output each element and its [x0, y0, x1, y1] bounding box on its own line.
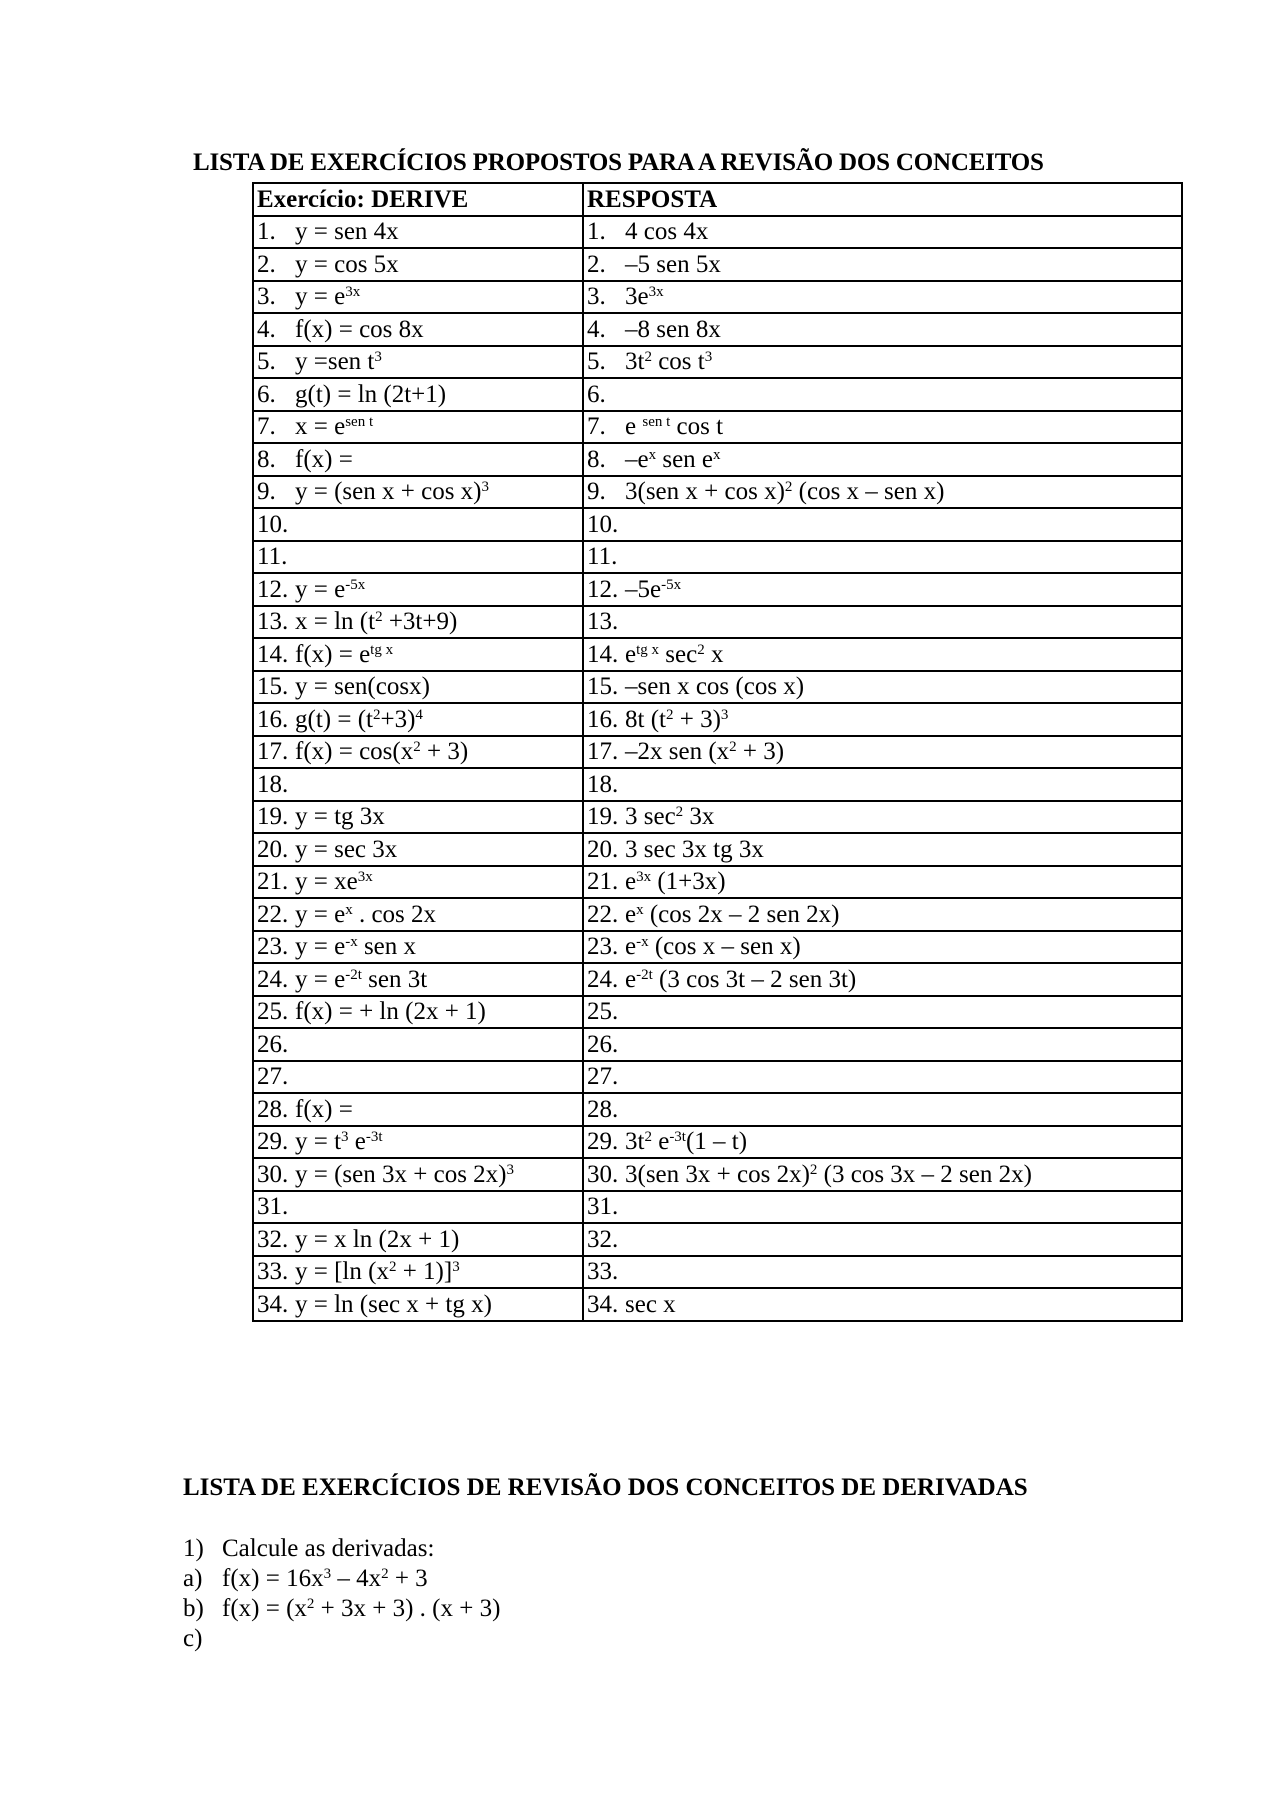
row-number: 10. [257, 510, 289, 538]
exercise-expression: $y = e^{-2t}$ sen 3t [295, 965, 428, 993]
exercise-cell [253, 248, 583, 281]
row-number: 2. [257, 250, 276, 278]
row-number: 25. [257, 998, 289, 1026]
row-number: 34. [257, 1290, 289, 1318]
question-line [183, 1595, 500, 1625]
row-number: 23. [257, 933, 289, 961]
question-marker: a) [183, 1565, 203, 1592]
answer-cell [583, 606, 1182, 639]
answer-expression: sec x [625, 1290, 676, 1318]
exercise-cell [253, 1061, 583, 1094]
question-text: $f(x) = (x^2 + 3x + 3)$ . (x + 3) [222, 1595, 501, 1622]
exercise-expression: f(x) = + ln (2x + 1) [295, 998, 486, 1026]
row-number: 11. [257, 543, 288, 571]
answer-cell [583, 833, 1182, 866]
exercise-cell [253, 768, 583, 801]
table-row [253, 573, 1182, 606]
exercise-cell [253, 963, 583, 996]
exercise-cell [253, 703, 583, 736]
exercise-cell [253, 1223, 583, 1256]
table-row [253, 1126, 1182, 1159]
answer-cell [583, 801, 1182, 834]
row-number: 33. [257, 1258, 289, 1286]
answer-expression: –8 sen 8x [625, 315, 721, 343]
table-row [253, 801, 1182, 834]
row-number: 5. [587, 348, 606, 376]
row-number: 6. [257, 380, 276, 408]
question-line [183, 1625, 500, 1655]
table-row [253, 476, 1182, 509]
table-row [253, 313, 1182, 346]
exercise-cell [253, 833, 583, 866]
answer-expression: –sen x cos (cos x) [625, 673, 805, 701]
exercise-expression: y = x ln (2x + 1) [295, 1225, 460, 1253]
row-number: 30. [257, 1160, 289, 1188]
row-number: 10. [587, 510, 619, 538]
answer-cell [583, 313, 1182, 346]
exercise-table [252, 182, 1183, 1322]
answer-expression: $-5e^{-5x}$ [625, 575, 682, 603]
row-number: 31. [587, 1193, 619, 1221]
answer-cell [583, 703, 1182, 736]
row-number: 3. [587, 283, 606, 311]
answer-cell [583, 1256, 1182, 1289]
row-number: 29. [257, 1128, 289, 1156]
exercise-cell [253, 573, 583, 606]
exercise-expression: $f(x) = e^{tg x}$ [295, 640, 394, 668]
row-number: 7. [587, 413, 606, 441]
exercise-expression: $f(x) = \cos(x^2 + 3)$ [295, 738, 469, 766]
table-row [253, 248, 1182, 281]
exercise-expression: $y = t^3$ $e^{-3t}$ [295, 1128, 383, 1156]
exercise-cell [253, 638, 583, 671]
row-number: 14. [587, 640, 619, 668]
row-number: 13. [257, 608, 289, 636]
exercise-cell [253, 1256, 583, 1289]
answer-expression: 3 sec 3x tg 3x [625, 835, 764, 863]
row-number: 7. [257, 413, 276, 441]
answer-expression: 3(sen x + cos x)$^2$ (cos x – sen x) [625, 478, 945, 506]
row-number: 12. [587, 575, 619, 603]
row-number: 13. [587, 608, 619, 636]
row-number: 25. [587, 998, 619, 1026]
answer-expression: $e^{-x}$ (cos x – sen x) [625, 933, 801, 961]
row-number: 1. [587, 218, 606, 246]
row-number: 18. [587, 770, 619, 798]
table-row [253, 378, 1182, 411]
exercise-cell [253, 216, 583, 249]
answer-cell [583, 1158, 1182, 1191]
row-number: 20. [257, 835, 289, 863]
row-number: 28. [587, 1095, 619, 1123]
row-number: 34. [587, 1290, 619, 1318]
table-row [253, 1061, 1182, 1094]
exercise-expression: g(t) = ln (2t+1) [295, 380, 447, 408]
table-row [253, 963, 1182, 996]
row-number: 12. [257, 575, 289, 603]
row-number: 23. [587, 933, 619, 961]
answer-cell [583, 508, 1182, 541]
table-row [253, 1028, 1182, 1061]
page-title: LISTA DE EXERCÍCIOS PROPOSTOS PARA A REVISÃO DOS CONCEITOS [193, 149, 1044, 176]
exercise-cell [253, 541, 583, 574]
question-line [183, 1565, 500, 1595]
row-number: 22. [257, 900, 289, 928]
table-row [253, 671, 1182, 704]
row-number: 18. [257, 770, 289, 798]
table-header-row [253, 183, 1182, 216]
table-row [253, 898, 1182, 931]
section-title: LISTA DE EXERCÍCIOS DE REVISÃO DOS CONCEITOS DE DERIVADAS [183, 1474, 1028, 1501]
exercise-cell [253, 313, 583, 346]
row-number: 21. [587, 868, 619, 896]
table-row [253, 1158, 1182, 1191]
table-row [253, 866, 1182, 899]
answer-cell [583, 378, 1182, 411]
exercise-cell [253, 671, 583, 704]
exercise-cell [253, 1288, 583, 1321]
exercise-expression: $y = e^{-x}$ sen x [295, 933, 417, 961]
row-number: 26. [587, 1030, 619, 1058]
table-row [253, 1191, 1182, 1224]
table-row [253, 281, 1182, 314]
exercise-expression: y = [ln $(x^2 + 1)]^3$ [295, 1258, 460, 1286]
answer-cell [583, 866, 1182, 899]
row-number: 32. [257, 1225, 289, 1253]
exercise-expression: $y = e^{3x}$ [295, 283, 361, 311]
row-number: 32. [587, 1225, 619, 1253]
answer-cell [583, 963, 1182, 996]
answer-expression: $e^{-2t}$ (3 cos 3t – 2 sen 3t) [625, 965, 857, 993]
exercise-expression: y = cos 5x [295, 250, 399, 278]
table-row [253, 216, 1182, 249]
table-row [253, 606, 1182, 639]
question-marker: c) [183, 1625, 203, 1652]
exercise-expression: $g(t) = (t^2+3)^4$ [295, 705, 423, 733]
answer-cell [583, 216, 1182, 249]
question-line [183, 1535, 500, 1565]
row-number: 9. [257, 478, 276, 506]
answer-expression: $3t^2$ $\cos t^3$ [625, 348, 713, 376]
answer-expression: $3e^{3x}$ [625, 283, 664, 311]
exercise-cell [253, 898, 583, 931]
exercise-cell [253, 476, 583, 509]
table-row [253, 996, 1182, 1029]
table-row [253, 411, 1182, 444]
answer-cell [583, 1028, 1182, 1061]
question-text: Calcule as derivadas: [222, 1535, 435, 1562]
answer-cell [583, 1126, 1182, 1159]
row-number: 1. [257, 218, 276, 246]
exercise-cell [253, 606, 583, 639]
exercise-cell [253, 736, 583, 769]
answer-cell [583, 281, 1182, 314]
exercise-cell [253, 378, 583, 411]
table-row [253, 443, 1182, 476]
exercise-cell [253, 866, 583, 899]
row-number: 8. [257, 445, 276, 473]
answer-cell [583, 996, 1182, 1029]
row-number: 6. [587, 380, 606, 408]
exercise-expression: y = (sen 3x + cos 2x)$^3$ [295, 1160, 514, 1188]
row-number: 2. [587, 250, 606, 278]
row-number: 28. [257, 1095, 289, 1123]
answer-cell [583, 1223, 1182, 1256]
row-number: 17. [587, 738, 619, 766]
row-number: 33. [587, 1258, 619, 1286]
row-number: 3. [257, 283, 276, 311]
exercise-expression: f(x) = [295, 1095, 353, 1123]
question-text: $f(x) = 16x^3 - 4x^2 + 3$ [222, 1565, 428, 1592]
row-number: 5. [257, 348, 276, 376]
table-row [253, 1223, 1182, 1256]
exercise-expression: $x = \ln (t^2 +3t+9)$ [295, 608, 458, 636]
answer-cell [583, 768, 1182, 801]
row-number: 8. [587, 445, 606, 473]
answer-cell [583, 931, 1182, 964]
exercise-cell [253, 508, 583, 541]
exercise-expression: $y = xe^{3x}$ [295, 868, 373, 896]
answer-cell [583, 411, 1182, 444]
exercise-expression: f(x) = cos 8x [295, 315, 424, 343]
question-list [183, 1535, 500, 1655]
row-number: 24. [587, 965, 619, 993]
row-number: 31. [257, 1193, 289, 1221]
answer-expression: e $^{sen t}$ cos t [625, 413, 724, 441]
answer-cell [583, 541, 1182, 574]
answer-expression: 3 $\sec^2 3x$ [625, 803, 715, 831]
row-number: 15. [257, 673, 289, 701]
exercise-cell [253, 346, 583, 379]
exercise-expression: $x = e^{sen t}$ [295, 413, 374, 441]
row-number: 16. [587, 705, 619, 733]
row-number: 24. [257, 965, 289, 993]
answer-cell [583, 443, 1182, 476]
answer-cell [583, 573, 1182, 606]
exercise-cell [253, 1191, 583, 1224]
row-number: 27. [257, 1063, 289, 1091]
header-exercise: Exercício: DERIVE [253, 183, 583, 216]
question-marker: b) [183, 1595, 204, 1622]
exercise-cell [253, 1126, 583, 1159]
table-row [253, 508, 1182, 541]
answer-expression: –2x sen $(x^2 + 3)$ [625, 738, 785, 766]
answer-cell [583, 671, 1182, 704]
table-row [253, 703, 1182, 736]
exercise-cell [253, 443, 583, 476]
answer-cell [583, 1061, 1182, 1094]
table-row [253, 931, 1182, 964]
exercise-expression: y = sen 4x [295, 218, 399, 246]
answer-cell [583, 898, 1182, 931]
answer-cell [583, 1093, 1182, 1126]
answer-cell [583, 1191, 1182, 1224]
table-row [253, 541, 1182, 574]
answer-expression: $e^{3x}$ (1+3x) [625, 868, 726, 896]
exercise-expression: y = tg 3x [295, 803, 385, 831]
table-row [253, 346, 1182, 379]
row-number: 27. [587, 1063, 619, 1091]
table-row [253, 638, 1182, 671]
row-number: 29. [587, 1128, 619, 1156]
row-number: 15. [587, 673, 619, 701]
row-number: 4. [257, 315, 276, 343]
exercise-cell [253, 996, 583, 1029]
row-number: 21. [257, 868, 289, 896]
header-answer: RESPOSTA [583, 183, 1182, 216]
answer-expression: 4 cos 4x [625, 218, 709, 246]
exercise-expression: y = ln (sec x + tg x) [295, 1290, 492, 1318]
exercise-expression: f(x) = [295, 445, 353, 473]
row-number: 9. [587, 478, 606, 506]
answer-cell [583, 248, 1182, 281]
row-number: 17. [257, 738, 289, 766]
exercise-cell [253, 281, 583, 314]
answer-expression: $3t^2$ $e^{-3t}(1 - t)$ [625, 1128, 748, 1156]
answer-cell [583, 476, 1182, 509]
row-number: 20. [587, 835, 619, 863]
question-marker: 1) [183, 1535, 204, 1562]
table-row [253, 1093, 1182, 1126]
table-row [253, 1288, 1182, 1321]
answer-expression: $-e^x$ sen $e^x$ [625, 445, 721, 473]
row-number: 14. [257, 640, 289, 668]
answer-cell [583, 736, 1182, 769]
answer-cell [583, 638, 1182, 671]
answer-cell [583, 346, 1182, 379]
row-number: 11. [587, 543, 618, 571]
exercise-cell [253, 801, 583, 834]
exercise-expression: y =sen $t^3$ [295, 348, 382, 376]
row-number: 26. [257, 1030, 289, 1058]
row-number: 22. [587, 900, 619, 928]
answer-expression: 8t $(t^2 + 3)^3$ [625, 705, 729, 733]
row-number: 16. [257, 705, 289, 733]
exercise-expression: y = (sen x + cos x)$^3$ [295, 478, 489, 506]
exercise-cell [253, 411, 583, 444]
exercise-expression: y = sen(cosx) [295, 673, 430, 701]
exercise-expression: $y = e^x$ . cos 2x [295, 900, 437, 928]
table-row [253, 833, 1182, 866]
row-number: 4. [587, 315, 606, 343]
answer-expression: $e^{tg x}$ $\sec^2 x$ [625, 640, 724, 668]
row-number: 30. [587, 1160, 619, 1188]
exercise-cell [253, 931, 583, 964]
exercise-expression: $y = e^{-5x}$ [295, 575, 366, 603]
exercise-cell [253, 1093, 583, 1126]
exercise-cell [253, 1158, 583, 1191]
answer-expression: –5 sen 5x [625, 250, 721, 278]
answer-cell [583, 1288, 1182, 1321]
row-number: 19. [257, 803, 289, 831]
table-row [253, 768, 1182, 801]
exercise-cell [253, 1028, 583, 1061]
exercise-expression: y = sec 3x [295, 835, 398, 863]
table-row [253, 736, 1182, 769]
answer-expression: $e^x$ (cos 2x – 2 sen 2x) [625, 900, 840, 928]
answer-expression: 3(sen 3x + cos 2x)$^2$ (3 cos 3x – 2 sen 2x) [625, 1160, 1032, 1188]
row-number: 19. [587, 803, 619, 831]
table-row [253, 1256, 1182, 1289]
